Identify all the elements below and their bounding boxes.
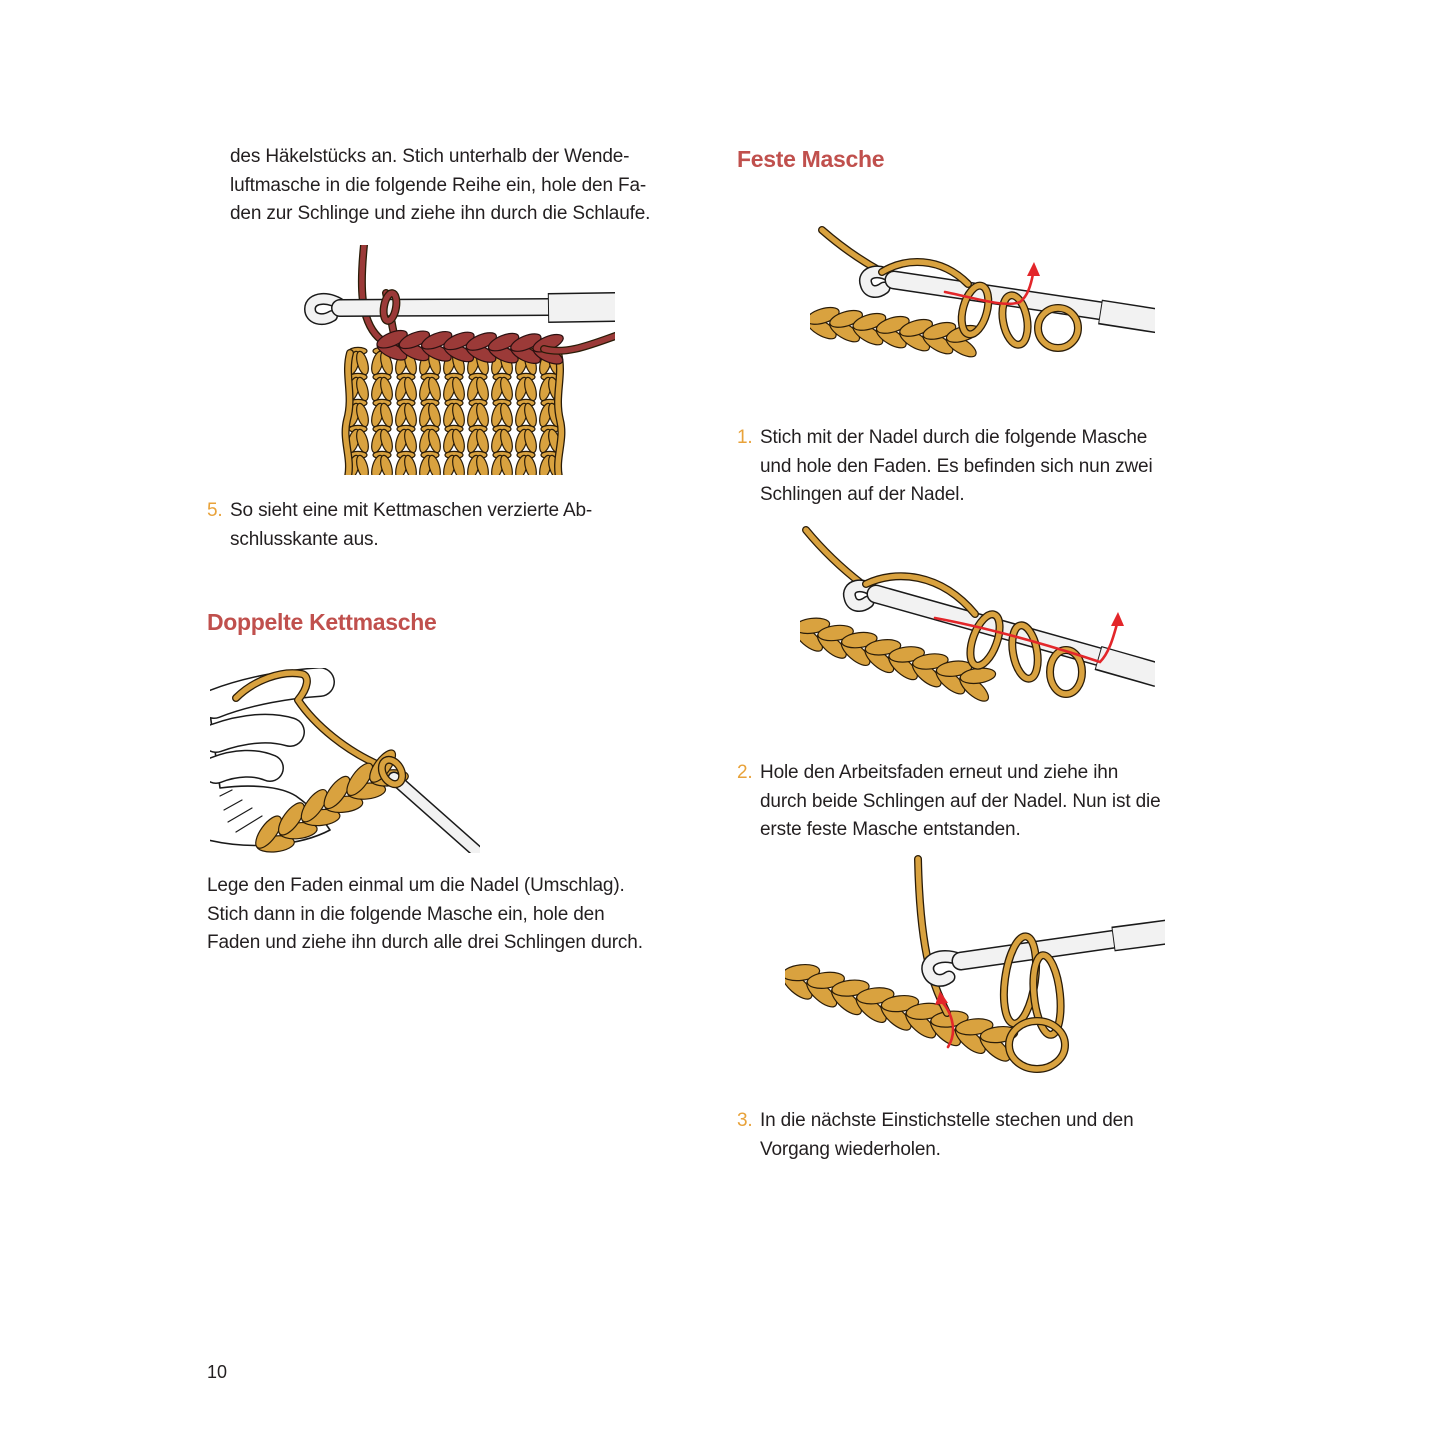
text-line: schlusskante aus. xyxy=(230,528,379,550)
step-number: 3. xyxy=(737,1110,753,1131)
fabric-stitch xyxy=(402,428,418,454)
fabric-stitch xyxy=(450,376,466,402)
illustration-feste-masche-step-2 xyxy=(800,522,1155,704)
page-number: 10 xyxy=(207,1362,228,1382)
text-line: Hole den Arbeitsfaden erneut und ziehe ihn xyxy=(760,762,1119,783)
illustration-hand-with-hook xyxy=(210,668,480,853)
fabric-stitch xyxy=(354,428,370,454)
text-line: des Häkelstücks an. Stich unterhalb der Wende- xyxy=(230,146,630,167)
text-line: erste feste Masche entstanden. xyxy=(760,819,1021,840)
working-yarn xyxy=(806,530,862,584)
hook-shaft xyxy=(894,280,1102,311)
fabric-stitch xyxy=(354,376,370,402)
doppelte-kettmasche-paragraph xyxy=(207,872,643,958)
fabric-stitch xyxy=(354,402,370,428)
text-line: Vorgang wiederholen. xyxy=(760,1138,941,1160)
fabric-stitch xyxy=(378,402,394,428)
illustration-feste-masche-step-1 xyxy=(810,222,1155,374)
fabric-edge-left xyxy=(346,353,350,475)
working-yarn xyxy=(822,230,882,272)
section-heading-feste-masche: Feste Masche xyxy=(737,146,885,172)
foundation-chain xyxy=(810,304,981,361)
illustration-slip-stitch-edge xyxy=(300,245,615,475)
intro-paragraph xyxy=(230,143,650,229)
crochet-hook xyxy=(394,778,480,853)
step-2 xyxy=(737,759,1161,845)
fabric-stitch xyxy=(402,376,418,402)
step-number: 5. xyxy=(207,500,223,521)
fabric-stitch xyxy=(498,376,514,402)
hook-grip xyxy=(549,307,615,308)
foundation-chain xyxy=(785,963,1018,1066)
fabric-stitch xyxy=(426,402,442,428)
step-3 xyxy=(737,1107,1134,1164)
arrow-head-icon xyxy=(1111,612,1124,626)
hook-shaft xyxy=(340,307,550,308)
fabric-stitch xyxy=(378,376,394,402)
fabric-stitch xyxy=(378,428,394,454)
crochet-fabric xyxy=(345,347,562,475)
fabric-stitch xyxy=(354,350,370,376)
fabric-stitch xyxy=(474,376,490,402)
fabric-stitch xyxy=(402,402,418,428)
step-5 xyxy=(207,497,592,554)
text-line: durch beide Schlingen auf der Nadel. Nun ist die xyxy=(760,790,1161,812)
fabric-stitch xyxy=(474,402,490,428)
hook-grip xyxy=(1114,932,1165,939)
completed-stitch-loop xyxy=(1009,1021,1065,1069)
fabric-stitch xyxy=(426,376,442,402)
text-line: Stich mit der Nadel durch die folgende Masche xyxy=(760,427,1148,448)
arrow-head-icon xyxy=(1027,262,1040,276)
middle-finger xyxy=(216,729,290,738)
text-line: Schlingen auf der Nadel. xyxy=(760,484,965,505)
step-number: 2. xyxy=(737,762,753,783)
text-line: So sieht eine mit Kettmaschen verzierte Ab- xyxy=(230,500,593,521)
text-line: In die nächste Einstichstelle stechen und den xyxy=(760,1110,1134,1131)
ring-finger xyxy=(216,764,270,770)
fabric-stitch xyxy=(474,428,490,454)
crochet-hook xyxy=(310,299,615,319)
step-number: 1. xyxy=(737,427,753,448)
fabric-stitch xyxy=(522,376,538,402)
text-line: und hole den Faden. Es befinden sich nun zwei xyxy=(760,455,1153,477)
fabric-stitch xyxy=(522,428,538,454)
fabric-stitch xyxy=(450,402,466,428)
text-line: den zur Schlinge und ziehe ihn durch die Schlaufe. xyxy=(230,203,651,224)
fabric-edge-right xyxy=(558,353,561,475)
step-1 xyxy=(737,424,1153,510)
fabric-stitch xyxy=(498,402,514,428)
fabric-stitch xyxy=(426,428,442,454)
fabric-stitch xyxy=(522,402,538,428)
section-heading-doppelte-kettmasche: Doppelte Kettmasche xyxy=(207,609,437,635)
text-line: luftmasche in die folgende Reihe ein, hole den Fa- xyxy=(230,174,647,196)
text-line: Lege den Faden einmal um die Nadel (Umschlag). xyxy=(207,875,625,896)
text-line: Faden und ziehe ihn durch alle drei Schlingen durch. xyxy=(207,932,643,953)
fabric-stitch xyxy=(450,428,466,454)
fabric-stitch xyxy=(498,428,514,454)
text-line: Stich dann in die folgende Masche ein, hole den xyxy=(207,903,605,925)
illustration-feste-masche-step-3 xyxy=(785,855,1165,1083)
hook-grip xyxy=(1101,312,1155,321)
